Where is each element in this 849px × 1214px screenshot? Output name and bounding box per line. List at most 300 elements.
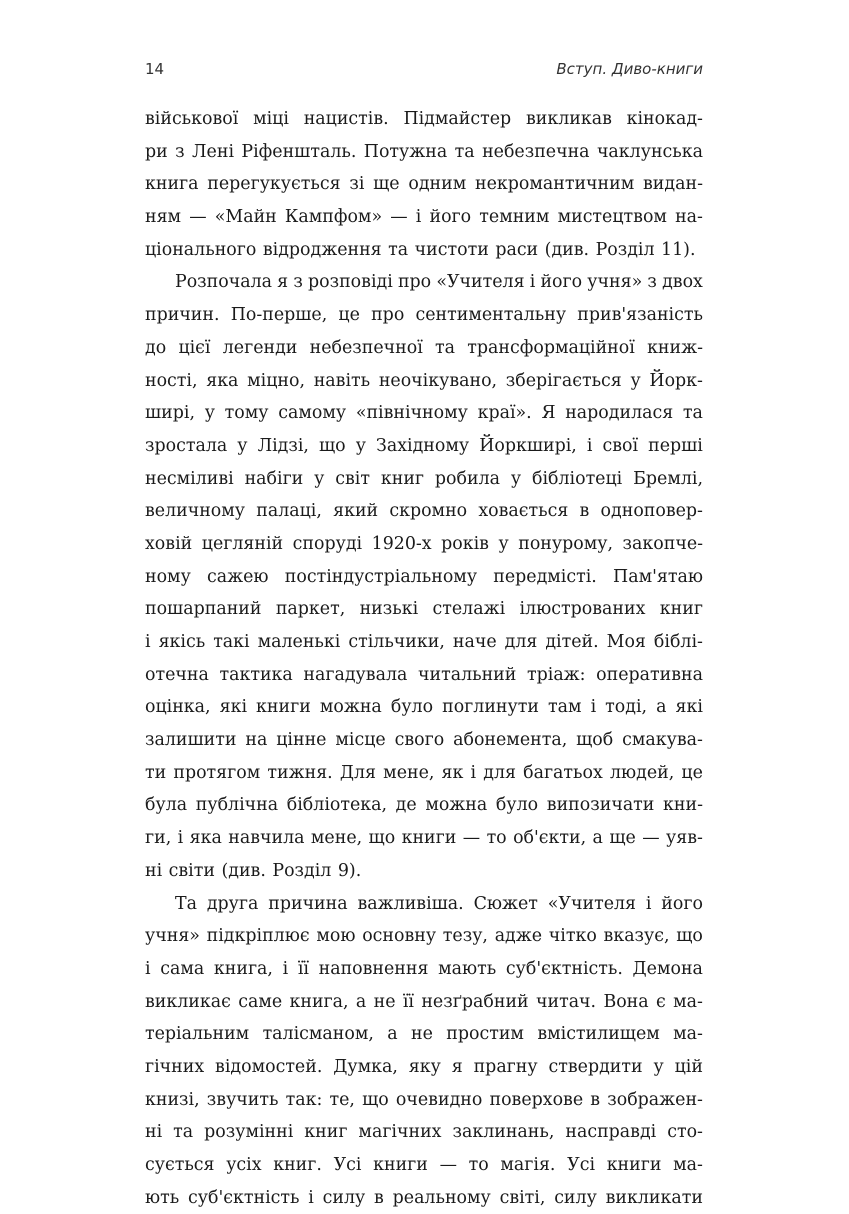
- text-line: [145, 920, 703, 953]
- word: то: [468, 1155, 489, 1175]
- word: то: [486, 828, 507, 849]
- word: можна: [425, 795, 488, 816]
- word: Розпочала: [175, 272, 272, 293]
- word: Йорк-: [649, 370, 703, 391]
- word: народилася: [565, 403, 674, 424]
- word: (див.: [221, 860, 266, 881]
- word: —: [462, 828, 481, 849]
- word: бібліотека,: [286, 795, 388, 816]
- word: що: [676, 926, 703, 947]
- word: та: [388, 239, 409, 260]
- text-line: [145, 789, 703, 822]
- word: «Учителя: [547, 893, 637, 914]
- text-line: [145, 103, 703, 136]
- word: некромантичним: [475, 174, 635, 195]
- word: прив'язаність: [577, 305, 703, 326]
- word: об'єкти,: [513, 828, 587, 849]
- word: людей,: [609, 762, 675, 783]
- word: і: [590, 697, 597, 718]
- word: книга: [145, 174, 199, 195]
- word: двох: [662, 272, 703, 293]
- word: протягом: [173, 762, 261, 783]
- word: світ: [335, 468, 370, 489]
- word: Я: [541, 403, 556, 424]
- word: який: [333, 501, 379, 522]
- word: друга: [206, 893, 259, 914]
- word: мене,: [310, 828, 363, 849]
- word: талісманом,: [262, 1024, 374, 1045]
- word: мою: [316, 926, 356, 947]
- word: чітко: [548, 926, 597, 947]
- word: ють: [145, 1187, 180, 1208]
- text-line: [145, 561, 703, 594]
- word: книги: [256, 697, 311, 718]
- text-line: [145, 822, 703, 855]
- word: тезу,: [442, 926, 488, 947]
- word: учня»: [145, 926, 200, 947]
- word: і: [177, 828, 184, 849]
- word: Підмайстер: [403, 109, 512, 129]
- word: де: [395, 795, 417, 816]
- word: книги: [373, 1155, 428, 1175]
- word: те,: [329, 1089, 355, 1110]
- word: —: [642, 828, 660, 849]
- text-line: [145, 201, 703, 234]
- word: була: [145, 795, 188, 816]
- word: у: [237, 435, 248, 456]
- word: сто-: [667, 1122, 703, 1143]
- word: міці: [253, 109, 289, 129]
- word: а: [387, 1024, 398, 1045]
- text-line: [145, 691, 703, 724]
- word: Бремлі,: [633, 468, 703, 489]
- word: її: [297, 958, 309, 979]
- word: ні: [145, 1122, 163, 1143]
- word: біблі-: [653, 632, 703, 652]
- word: реальному: [392, 1187, 491, 1208]
- word: там: [548, 697, 582, 718]
- word: пошарпаний: [145, 599, 262, 620]
- running-title: Вступ. Диво-книги: [556, 60, 703, 78]
- text-line: [145, 626, 703, 659]
- word: щоб: [576, 730, 614, 751]
- word: цієї: [178, 337, 211, 358]
- word: ще: [373, 174, 400, 195]
- word: ціонального: [145, 239, 257, 260]
- word: постіндустріальному: [284, 566, 478, 587]
- word: яка: [189, 828, 222, 849]
- body-text: [145, 103, 703, 1214]
- word: ням: [145, 207, 182, 228]
- word: про: [371, 305, 405, 326]
- word: очевидно: [395, 1089, 483, 1110]
- word: світи: [168, 860, 215, 881]
- word: сама: [160, 958, 205, 979]
- word: якісь: [158, 632, 206, 652]
- word: Для: [339, 762, 377, 783]
- word: ри: [145, 141, 168, 162]
- word: ги,: [145, 828, 172, 849]
- word: цегляній: [201, 533, 284, 554]
- word: багатьох: [523, 762, 603, 783]
- word: у: [314, 468, 325, 489]
- word: було: [390, 697, 434, 718]
- word: я: [277, 272, 289, 293]
- word: в: [579, 501, 590, 522]
- word: ності,: [145, 370, 198, 391]
- word: силу: [322, 1187, 366, 1208]
- word: Думка,: [333, 1056, 398, 1077]
- word: прагну: [473, 1056, 538, 1077]
- word: закопче-: [622, 533, 703, 554]
- word: Сюжет: [473, 893, 538, 914]
- word: стелажі: [432, 599, 506, 620]
- word: оцінка,: [145, 697, 211, 718]
- word: читальний: [418, 664, 517, 685]
- word: сентиментальну: [415, 305, 567, 326]
- word: саме: [238, 991, 283, 1012]
- word: публічна: [195, 795, 279, 816]
- word: випозичати: [546, 795, 655, 816]
- word: паркет,: [275, 599, 346, 620]
- word: робила: [434, 468, 500, 489]
- word: у: [498, 533, 509, 554]
- word: Ріфеншталь.: [241, 141, 357, 162]
- word: та: [173, 1122, 194, 1143]
- text-line: [145, 299, 703, 332]
- word: міцно,: [247, 370, 306, 391]
- word: суб'єктність: [188, 1187, 300, 1208]
- word: книги: [401, 828, 457, 849]
- word: Моя: [606, 632, 646, 652]
- word: кінокад-: [626, 109, 703, 129]
- word: такі: [213, 632, 250, 652]
- word: це: [681, 762, 703, 783]
- word: і: [415, 207, 422, 228]
- word: ще: [609, 828, 636, 849]
- word: адже: [494, 926, 543, 947]
- word: неочікувано,: [378, 370, 498, 391]
- word: уяв-: [666, 828, 703, 849]
- word: вказує,: [603, 926, 670, 947]
- word: мають: [438, 958, 497, 979]
- word: отечна: [145, 664, 209, 685]
- word: відродження: [262, 239, 382, 260]
- word: споруді: [292, 533, 363, 554]
- word: наче: [452, 632, 497, 652]
- text-line: [145, 463, 703, 496]
- word: так:: [285, 1089, 323, 1110]
- text-line: [145, 1116, 703, 1149]
- word: простим: [446, 1024, 524, 1045]
- word: у: [510, 468, 522, 489]
- word: його: [540, 272, 583, 293]
- page-number: 14: [145, 60, 165, 78]
- word: сажею: [207, 566, 269, 587]
- word: «Учителя: [436, 272, 525, 293]
- word: світі,: [499, 1187, 546, 1208]
- word: мистецтвом: [557, 207, 667, 228]
- word: незґрабний: [421, 991, 529, 1012]
- word: дітей.: [545, 632, 599, 652]
- word: мене,: [383, 762, 435, 783]
- word: викликати: [605, 1187, 703, 1208]
- word: Кампфом»: [284, 207, 383, 228]
- word: вмістилищем: [537, 1024, 660, 1045]
- text-line: [145, 724, 703, 757]
- word: набіги: [244, 468, 304, 489]
- word: місце: [335, 730, 386, 751]
- word: величному: [145, 501, 246, 522]
- word: —: [439, 1155, 457, 1175]
- word: Усі: [567, 1155, 596, 1175]
- word: для: [483, 762, 516, 783]
- text-line: [145, 855, 703, 888]
- word: нацистів.: [303, 109, 389, 129]
- word: силу: [554, 1187, 597, 1208]
- word: учня»: [587, 272, 643, 293]
- word: що: [319, 435, 346, 456]
- text-line: [145, 757, 703, 790]
- word: це: [338, 305, 360, 326]
- word: цінне: [276, 730, 327, 751]
- word: можна: [319, 697, 382, 718]
- text-line: [145, 1182, 703, 1214]
- word: ні: [145, 860, 163, 881]
- word: магічних: [358, 1122, 442, 1143]
- word: підкріплює: [206, 926, 310, 947]
- word: ти: [145, 762, 167, 783]
- word: смакува-: [622, 730, 703, 751]
- word: раси: [495, 239, 539, 260]
- word: причин.: [145, 305, 220, 326]
- word: та: [454, 141, 475, 162]
- word: книги: [606, 1155, 662, 1175]
- word: було: [495, 795, 539, 816]
- word: свої: [602, 435, 639, 456]
- word: у: [630, 370, 641, 391]
- word: чаклунська: [596, 141, 703, 162]
- word: оперативна: [596, 664, 703, 685]
- word: книг.: [273, 1155, 322, 1175]
- word: з: [293, 272, 303, 293]
- word: навіть: [313, 370, 371, 391]
- word: одним: [408, 174, 467, 195]
- word: одноповер-: [600, 501, 703, 522]
- word: (див.: [544, 239, 590, 260]
- word: залишити: [145, 730, 237, 751]
- word: тоді,: [605, 697, 648, 718]
- word: на-: [675, 207, 703, 228]
- word: цій: [674, 1056, 703, 1077]
- word: є: [656, 991, 666, 1012]
- text-line: [145, 234, 703, 267]
- word: книга,: [213, 958, 273, 979]
- word: поглинути: [442, 697, 539, 718]
- word: у: [653, 1056, 664, 1077]
- word: Західному: [376, 435, 470, 456]
- word: краї».: [477, 403, 532, 424]
- word: років: [441, 533, 489, 554]
- word: причина: [268, 893, 348, 914]
- word: у: [204, 403, 215, 424]
- word: небезпечна: [482, 141, 590, 162]
- text-line: [145, 495, 703, 528]
- word: ма-: [673, 991, 703, 1012]
- word: книг: [659, 599, 703, 620]
- text-line: [145, 332, 703, 365]
- word: і: [145, 632, 151, 652]
- word: Розділ: [595, 239, 655, 260]
- word: тому: [224, 403, 269, 424]
- word: насправді: [565, 1122, 657, 1143]
- word: книж-: [647, 337, 703, 358]
- word: ствердити: [548, 1056, 643, 1077]
- word: кни-: [663, 795, 703, 816]
- word: книзі,: [145, 1089, 200, 1110]
- word: ма-: [673, 1024, 703, 1045]
- text-line: [145, 397, 703, 430]
- word: теріальним: [145, 1024, 250, 1045]
- word: навчила: [228, 828, 305, 849]
- word: свого: [394, 730, 445, 751]
- word: чистоти: [414, 239, 489, 260]
- word: «північному: [355, 403, 468, 424]
- word: військової: [145, 109, 239, 129]
- word: тактика: [219, 664, 293, 685]
- word: яку: [408, 1056, 441, 1077]
- word: 11).: [661, 239, 696, 260]
- word: Лені: [192, 141, 235, 162]
- word: перші: [648, 435, 703, 456]
- word: зі: [349, 174, 365, 195]
- word: бібліотеці: [531, 468, 623, 489]
- word: з: [647, 272, 657, 293]
- word: не: [373, 991, 396, 1012]
- word: По-перше,: [230, 305, 328, 326]
- word: основну: [362, 926, 437, 947]
- word: яка: [206, 370, 239, 391]
- text-line: [145, 430, 703, 463]
- word: палаці,: [256, 501, 322, 522]
- word: тріаж:: [527, 664, 586, 685]
- word: гічних: [145, 1056, 205, 1077]
- word: Пам'ятаю: [613, 566, 703, 587]
- word: і: [529, 272, 536, 293]
- word: з: [175, 141, 185, 162]
- page-header: [145, 60, 703, 84]
- word: книга,: [289, 991, 349, 1012]
- word: викликає: [145, 991, 231, 1012]
- word: самому: [278, 403, 347, 424]
- word: перегукується: [207, 174, 341, 195]
- word: видан-: [643, 174, 703, 195]
- word: заклинань,: [452, 1122, 555, 1143]
- text-line: [145, 365, 703, 398]
- word: 9).: [337, 860, 362, 881]
- word: та: [682, 403, 703, 424]
- word: важливіша.: [357, 893, 464, 914]
- text-line: [145, 168, 703, 201]
- text-line: [145, 1149, 703, 1182]
- word: що: [362, 1089, 389, 1110]
- word: ілюстрованих: [519, 599, 646, 620]
- word: стільчики,: [348, 632, 445, 652]
- word: і: [586, 435, 593, 456]
- text-line: [145, 528, 703, 561]
- word: не: [411, 1024, 433, 1045]
- word: в: [374, 1187, 384, 1208]
- word: викликав: [525, 109, 612, 129]
- word: нагадувала: [303, 664, 408, 685]
- word: небезпечної: [309, 337, 423, 358]
- word: ма-: [673, 1155, 703, 1175]
- word: тижня.: [267, 762, 333, 783]
- word: скромно: [389, 501, 468, 522]
- word: книг: [380, 468, 425, 489]
- word: —: [189, 207, 207, 228]
- word: до: [145, 337, 167, 358]
- word: і: [470, 762, 477, 783]
- word: та: [435, 337, 456, 358]
- word: розповіді: [308, 272, 393, 293]
- word: і: [282, 958, 289, 979]
- word: «Майн: [214, 207, 277, 228]
- word: ховій: [145, 533, 193, 554]
- word: суб'єктність.: [505, 958, 623, 979]
- word: я: [451, 1056, 463, 1077]
- word: передмісті.: [493, 566, 597, 587]
- word: для: [504, 632, 538, 652]
- text-line: [145, 888, 703, 921]
- word: Лідзі,: [257, 435, 309, 456]
- word: у: [355, 435, 366, 456]
- text-line: [145, 659, 703, 692]
- text-line: [145, 266, 703, 299]
- word: Вона: [603, 991, 649, 1012]
- word: ширі,: [145, 403, 195, 424]
- word: несміливі: [145, 468, 234, 489]
- word: і: [645, 893, 652, 914]
- word: ному: [145, 566, 191, 587]
- word: зберігається: [505, 370, 622, 391]
- word: які: [219, 697, 248, 718]
- word: магія.: [500, 1155, 556, 1175]
- word: і: [308, 1187, 314, 1208]
- word: його: [429, 207, 472, 228]
- word: зростала: [145, 435, 228, 456]
- word: Розділ: [272, 860, 332, 881]
- word: усіх: [226, 1155, 262, 1175]
- word: як: [441, 762, 464, 783]
- word: ховається: [478, 501, 569, 522]
- word: Та: [175, 893, 197, 914]
- word: про: [397, 272, 432, 293]
- word: 1920-х: [371, 533, 432, 554]
- word: а: [592, 828, 603, 849]
- word: низькі: [359, 599, 419, 620]
- word: книг: [304, 1122, 348, 1143]
- word: звучить: [206, 1089, 279, 1110]
- word: читач.: [535, 991, 597, 1012]
- word: зображен-: [607, 1089, 703, 1110]
- word: Демона: [632, 958, 703, 979]
- word: темним: [479, 207, 550, 228]
- word: поверхове: [489, 1089, 584, 1110]
- text-line: [145, 986, 703, 1019]
- word: абонемента,: [453, 730, 568, 751]
- word: що: [368, 828, 396, 849]
